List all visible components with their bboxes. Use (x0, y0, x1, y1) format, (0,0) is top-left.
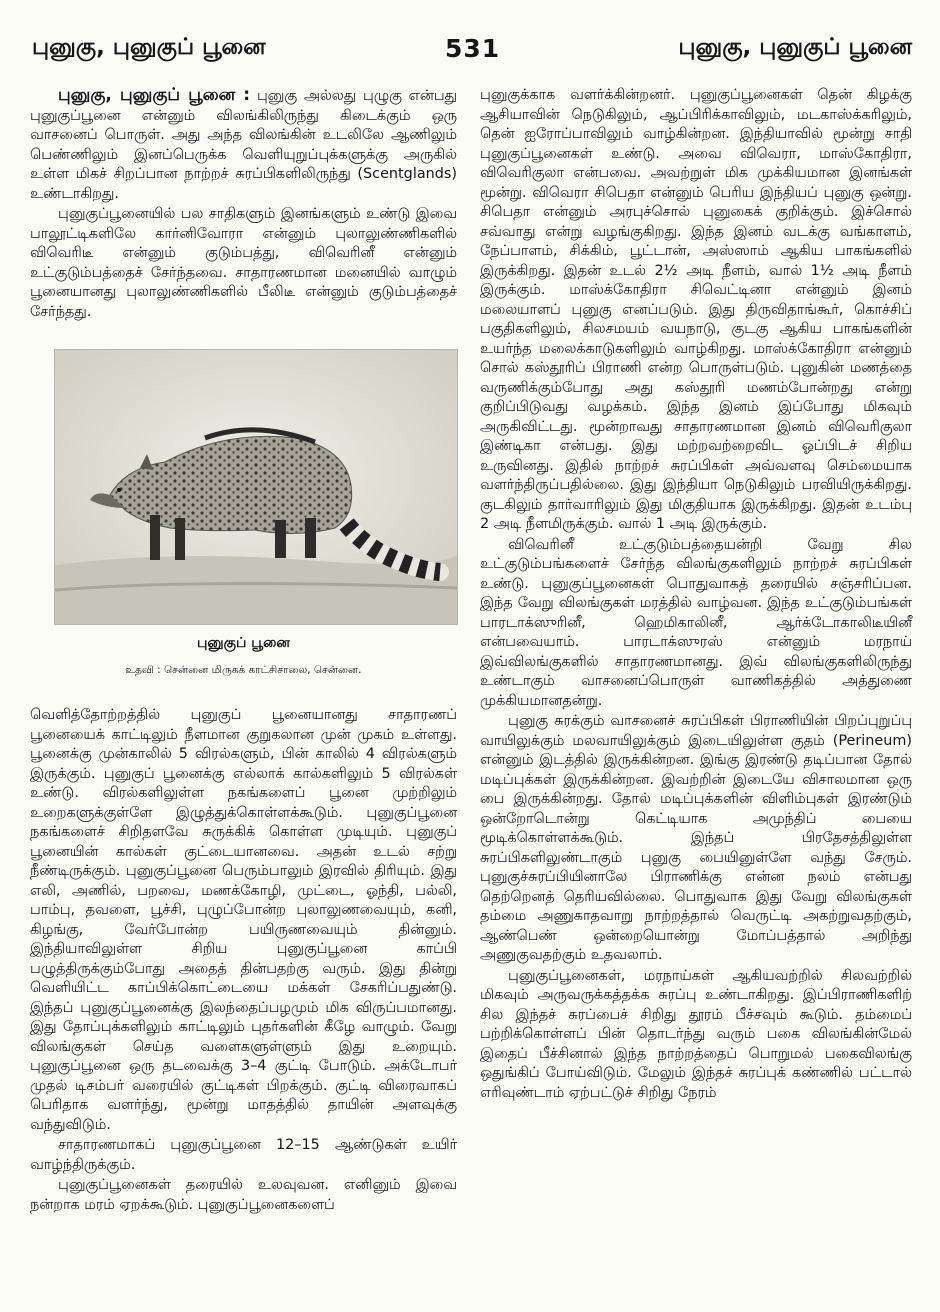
left-column-top (30, 86, 457, 323)
page-number: 531 (445, 34, 501, 63)
paragraph: புனுகுப்பூனைகள், மரநாய்கள் ஆகியவற்றில் சிலவற்றில் மிகவும் அருவருக்கத்தக்க சுரப்பு உண்டாகிறது. இப்பிராணிகளிற் சில இந்தச் சுரப்பைச் சிறிது தூரம் பீச்சவும் கூடும். தம்மைப் பற்றிக்கொள்ளப் பின் தொடர்ந்து வரும் பகை விலங்கின்மேல் இதைப் பீச்சினால் இந்த நாற்றத்தைப் பொறுமல் பகைவிலங்கு ஒதுங்கிப் போய்விடும். மேலும் இந்தச் சுரப்புக் கண்ணில் பட்டால் எரிவுண்டாம் ஏற்பட்டுச் சிறிது நேரம் (480, 967, 912, 1101)
paragraph: புனுகுப்பூனைகள் தரையில் உலவுவன. எனினும் இவை நன்றாக மரம் ஏறக்கூடும். புனுகுப்பூனைகளைப் (30, 1177, 457, 1213)
paragraph: புனுகுப்பூனையில் பல சாதிகளும் இனங்களும் உண்டு இவை பாலூட்டிகளிலே கார்னிவோரா என்னும் புலாலுண்ணிகளில் விவெரிடீ என்னும் குடும்பத்து, விவெரினீ என்னும் உட்குடும்பத்தைச் சேர்ந்தவை. சாதாரணமான மனையில் வாழும் பூனையானது புலாலுண்ணிகளில் பீலிடீ என்னும் குடும்பத்தைச் சேர்ந்தது. (30, 206, 457, 320)
entry-title: புனுகு, புனுகுப் பூனை : (58, 85, 251, 105)
running-header-right: புனுகு, புனுகுப் பூனை (678, 34, 912, 60)
right-column (480, 86, 912, 1104)
figure-credit: உதவி : சென்னை மிருகக் காட்சிசாலை, சென்னை. (125, 664, 362, 676)
intro-paragraph (30, 86, 457, 204)
paragraph: புனுகு சுரக்கும் வாசனைச் சுரப்பிகள் பிராணியின் பிறப்புறுப்பு வாயிலுக்கும் மலவாயிலுக்கும் இடையிலுள்ள குதம் (Perineum) என்னும் இடத்தில் இருக்கின்றன. இங்கு இரண்டு தடிப்பான தோல் மடிப்புக்கள் இருக்கின்றன. இவற்றின் இடையே விசாலமான ஒரு பை இருக்கின்றது. தோல் மடிப்புக்களின் விளிம்புகள் இரண்டும் ஒன்றோடொன்று கெட்டியாக அமுந்திப் பையை மூடிக்கொள்ளக்கூடும். இந்தப் பிரதேசத்திலுள்ள சுரப்பிகளிலுண்டாகும் புனுகு பையினுள்ளே வந்து சேரும். புனுகுச்சுரப்பியினாலே பிராணிக்கு என்ன நலம் என்பது தெற்றெனத் தெரியவில்லை. பொதுவாக இது வேறு விலங்குகள் தம்மை அணுகாதவாறு நாற்றத்தால் வெருட்டி அகற்றுவதற்கும், ஆண்பெண் ஒன்றையொன்று மோப்பத்தால் அறிந்து அணுகுவதற்கும் உதவலாம். (480, 713, 912, 963)
civet-illustration (55, 350, 457, 624)
intro-text: புனுகு அல்லது புழுகு என்பது புனுகுப்பூனை என்னும் விலங்கிலிருந்து கிடைக்கும் ஒரு வாசனைப் பொருள். அது அந்த விலங்கின் உடலிலே ஆணிலும் பெண்ணிலும் இனப்பெருக்க வெளியுறுப்புக்களுக்கு அருகில் உள்ள மிகச் சிறப்பான நாற்றச் சுரப்பிகளிலிருந்து (Scentglands) உண்டாகிறது. (30, 88, 458, 202)
left-column-bottom (30, 706, 457, 1216)
paragraph: வெளித்தோற்றத்தில் புனுகுப் பூனையானது சாதாரணப் பூனையைக் காட்டிலும் நீளமான குறுகலான முன் முகம் உள்ளது. பூனைக்கு முன்காலில் 5 விரல்களும், பின் காலில் 4 விரல்களும் இருக்கும். புனுகுப் பூனைக்கு எல்லாக் கால்களிலும் 5 விரல்கள் உண்டு. விரல்களிலுள்ள நகங்களைப் பூனை முற்றிலும் உறைகளுக்குள்ளே இழுத்துக்கொள்ளக்கூடும். புனுகுப்பூனை நகங்களைச் சிறிதளவே சுருக்கிக் கொள்ள முடியும். புனுகுப் பூனையின் கால்கள் குட்டையானவை. அதன் உடல் சற்று நீண்டிருக்கும். புனுகுப்பூனை பெரும்பாலும் இரவில் திரியும். இது எலி, அணில், பறவை, மணக்கோழி, முட்டை, ஓந்தி, பல்லி, பாம்பு, தவளை, பூச்சி, புழுப்போன்ற புலாலுணவையும், கனி, கிழங்கு, வேர்போன்ற பயிருணவையும் தின்னும். இந்தியாவிலுள்ள சிறிய புனுகுப்பூனை காப்பி பழுத்திருக்கும்போது அதைத் தின்பதற்கு வரும். இது தின்று வெளியிட்ட காப்பிக்கொட்டையை மக்கள் சேகரிப்பதுண்டு. இந்தப் புனுகுப்பூனைக்கு இலந்தைப்பழமும் மிக விருப்பமானது. இது தோப்புக்களிலும் காட்டிலும் புதர்களின் கீழே வாழும். வேறு விலங்குகள் செய்த வளைகளுள்ளும் இது உறையும். புனுகுப்பூனை ஒரு தடவைக்கு 3–4 குட்டி போடும். அக்டோபர் முதல் டிசம்பர் வரையில் குட்டிகள் பிறக்கும். குட்டி விரைவாகப் பெரிதாக வளர்ந்து, மூன்று மாதத்தில் தாயின் அளவுக்கு வந்துவிடும். (30, 707, 457, 1133)
paragraph: புனுகுக்காக வளர்க்கின்றனர். புனுகுப்பூனைகள் தென் கிழக்கு ஆசியாவின் நெடுகிலும், ஆப்பிரிக்காவிலும், மடகாஸ்க்கரிலும், தென் ஐரோப்பாவிலும் வாழ்கின்றன. இந்தியாவில் மூன்று சாதி புனுகுப்பூனைகள் உண்டு. அவை விவெரா, மாஸ்கோதிரா, விவெரிகுலா என்பவை. அவற்றுள் மிக முக்கியமான இனங்கள் மூன்று. விவெரா சிபெதா என்னும் பெரிய இந்தியப் புனுகு ஒன்று. சிபெதா என்னும் அரபுச்சொல் புனுகைக் குறிக்கும். இச்சொல் சவ்வாது என்று வழங்குகிறது. இந்த இனம் வடக்கு வங்காளம், நேப்பாளம், சிக்கிம், பூட்டான், அஸ்ஸாம் ஆகிய பாகங்களில் இருக்கிறது. இதன் உடல் 2½ அடி நீளம், வால் 1½ அடி நீளம் இருக்கும். மாஸ்க்கோதிரா சிவெட்டினா என்னும் இனம் மலையாளப் புனுகு எனப்படும். இது திருவிதாங்கூர், கொச்சிப் பகுதிகளிலும், சிலசமயம் வயநாடு, குடகு ஆகிய பாகங்களின் உயர்ந்த மலைக்காடுகளிலும் வாழ்கிறது. மாஸ்க்கோதிரா என்னும் சொல் கஸ்தூரிப் பிராணி என்ற பொருள்படும். புனுகின் மணத்தை வருணிக்கும்போது அது கஸ்தூரி மணம்போன்றது என்று குறிப்பிடுவது வழக்கம். இந்த இனம் இப்போது மிகவும் அருகிவிட்டது. மூன்றாவது சாதாரணமான இனம் விவெரிகுலா இண்டிகா என்பது. இது மற்றவற்றைவிட ஓப்பிடச் சிறிய உருவினது. இதில் நாற்றச் சுரப்பிகள் அவ்வளவு செம்மையாக வளர்ந்திருப்பதில்லை. இது இந்தியா நெடுகிலும் பரவியிருக்கிறது. குடகிலும் தார்வாரிலும் இது மிகுதியாக இருக்கிறது. இதன் உடம்பு 2 அடி நீளமிருக்கும். வால் 1 அடி இருக்கும். (480, 87, 912, 532)
paragraph: சாதாரணமாகப் புனுகுப்பூனை 12–15 ஆண்டுகள் உயிர் வாழ்ந்திருக்கும். (30, 1137, 457, 1173)
running-header-left: புனுகு, புனுகுப் பூனை (32, 34, 266, 60)
figure-caption: புனுகுப் பூனை (197, 635, 290, 651)
paragraph: விவெரினீ உட்குடும்பத்தையன்றி வேறு சில உட்குடும்பங்களைச் சேர்ந்த விலங்குகளிலும் நாற்றச் சுரப்பிகள் உண்டு. புனுகுப்பூனைகள் பொதுவாகத் தரையில் சஞ்சரிப்பன. இந்த வேறு விலங்குகள் மரத்தில் வாழ்வன. இந்த உட்குடும்பங்கள் பாரடாக்ஸுரினீ, ஹெமிகாலினீ, ஆர்க்டோகாலிடீயினீ என்பவையாம். பாரடாக்ஸுரஸ் என்னும் மரநாய் இவ்விலங்குகளில் சாதாரணமானது. இவ் விலங்குகளிலிருந்து உண்டாகும் வாசனைப்பொருள் வாணிகத்தில் அத்துணை முக்கியமானதன்று. (480, 536, 912, 709)
civet-photo (54, 349, 458, 625)
